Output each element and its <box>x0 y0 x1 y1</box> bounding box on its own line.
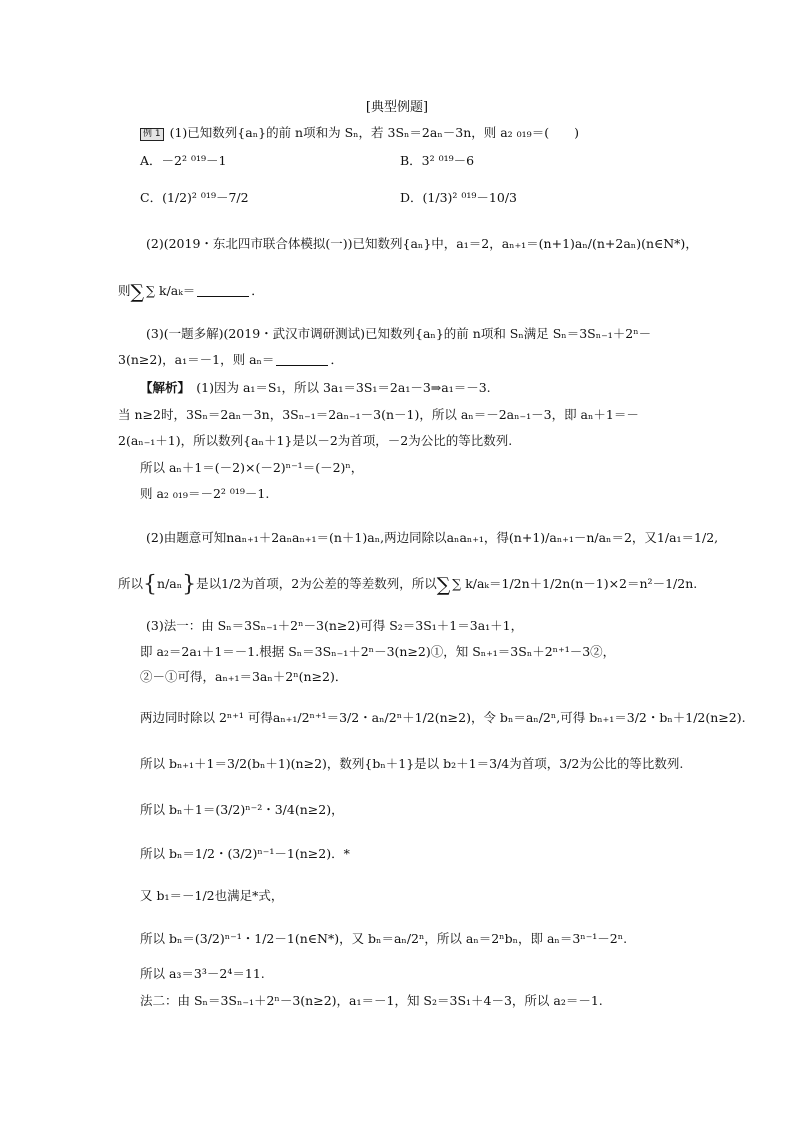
option-c: C．(1/2)² ⁰¹⁹－7/2 <box>140 190 249 205</box>
solution-line-14: 所以 bₙ＝1/2・(3/2)ⁿ⁻¹－1(n≥2)．* <box>140 846 350 861</box>
question-2-line-2: 则∑ ∑ k/aₖ＝ ． <box>118 281 264 303</box>
question-2-prefix: 则 <box>118 283 131 298</box>
solution-line-9: 即 a₂＝2a₁＋1＝－1.根据 Sₙ＝3Sₙ₋₁＋2ⁿ－3(n≥2)①，知 Sₙ₊₁＝3Sₙ＋2ⁿ⁺¹－3②， <box>140 644 616 659</box>
option-d: D．(1/3)² ⁰¹⁹－10/3 <box>400 190 517 205</box>
question-3-text: 3(n≥2)，a₁＝－1，则 aₙ＝ <box>118 352 275 367</box>
question-3-line-1: (3)(一题多解)(2019・武汉市调研测试)已知数列{aₙ}的前 n项和 Sₙ满足 Sₙ＝3Sₙ₋₁＋2ⁿ－ <box>146 326 652 341</box>
solution-line-3: 2(aₙ₋₁＋1)，所以数列{aₙ＋1}是以－2为首项，－2为公比的等比数列. <box>118 433 513 448</box>
solution-label: 【解析】 <box>140 380 184 395</box>
solution-line-17: 所以 a₃＝3³－2⁴＝11. <box>140 966 265 981</box>
section-title: [典型例题] <box>365 100 429 115</box>
braced-term: n/aₙ <box>157 576 183 591</box>
solution-line-10: ②－①可得，aₙ₊₁＝3aₙ＋2ⁿ(n≥2)． <box>140 669 348 684</box>
option-b: B．3² ⁰¹⁹－6 <box>400 153 475 168</box>
solution-line-7 <box>118 572 698 597</box>
question-3-end: ． <box>330 352 343 367</box>
solution-line-7-sum: ∑ k/aₖ＝1/2n＋1/2n(n－1)×2＝n²－1/2n. <box>452 576 698 591</box>
solution-line-4: 所以 aₙ＋1＝(－2)×(－2)ⁿ⁻¹＝(－2)ⁿ， <box>140 460 364 475</box>
question-3-line-2 <box>118 352 343 368</box>
question-2-line-1: (2)(2019・东北四市联合体模拟(一))已知数列{aₙ}中，a₁＝2，aₙ₊₁＝(n+1)aₙ/(n+2aₙ)(n∈N*)， <box>146 236 698 251</box>
solution-line-7-mid: 是以1/2为首项，2为公差的等差数列，所以 <box>196 576 437 591</box>
question-1 <box>140 125 579 141</box>
solution-line-7-prefix: 所以 <box>118 576 144 591</box>
question-2-sum: ∑ k/aₖ＝ <box>146 283 196 298</box>
left-brace: { <box>143 572 158 597</box>
sigma-symbol: ∑ <box>130 281 145 303</box>
solution-line-18: 法二：由 Sₙ＝3Sₙ₋₁＋2ⁿ－3(n≥2)，a₁＝－1，知 S₂＝3S₁＋4－3，所以 a₂＝－1. <box>140 993 603 1008</box>
solution-part-1: (1)因为 a₁＝S₁，所以 3a₁＝3S₁＝2a₁－3⇒a₁＝－3. <box>196 380 491 395</box>
answer-blank-2 <box>197 284 249 297</box>
example-badge: 例 1 <box>140 128 164 141</box>
solution-line-16: 所以 bₙ＝(3/2)ⁿ⁻¹・1/2－1(n∈N*)，又 bₙ＝aₙ/2ⁿ，所以 aₙ＝2ⁿbₙ，即 aₙ＝3ⁿ⁻¹－2ⁿ. <box>140 931 628 946</box>
option-a: A．－2² ⁰¹⁹－1 <box>140 153 227 168</box>
solution-line-12: 所以 bₙ₊₁＋1＝3/2(bₙ＋1)(n≥2)，数列{bₙ＋1}是以 b₂＋1＝3/4为首项，3/2为公比的等比数列. <box>140 756 684 771</box>
solution-line-13: 所以 bₙ＋1＝(3/2)ⁿ⁻²・3/4(n≥2)， <box>140 802 344 817</box>
solution-line-6: (2)由题意可知naₙ₊₁＋2aₙaₙ₊₁＝(n＋1)aₙ,两边同除以aₙaₙ₊₁，得(n+1)/aₙ₊₁－n/aₙ＝2，又1/a₁＝1/2, <box>146 530 719 545</box>
answer-blank-3 <box>276 353 328 366</box>
sigma-symbol: ∑ <box>436 574 451 596</box>
solution-line-8: (3)法一：由 Sₙ＝3Sₙ₋₁＋2ⁿ－3(n≥2)可得 S₂＝3S₁＋1＝3a₁＋1， <box>146 618 524 633</box>
solution-line-15: 又 b₁＝－1/2也满足*式， <box>140 888 284 903</box>
solution-line-2: 当 n≥2时，3Sₙ＝2aₙ－3n，3Sₙ₋₁＝2aₙ₋₁－3(n－1)，所以 aₙ＝－2aₙ₋₁－3，即 aₙ＋1＝－ <box>118 407 639 422</box>
solution-line-5: 则 a₂ ₀₁₉＝－2² ⁰¹⁹－1. <box>140 486 270 501</box>
question-1-stem: (1)已知数列{aₙ}的前 n项和为 Sₙ，若 3Sₙ＝2aₙ－3n，则 a₂ ₀₁₉＝( ) <box>169 125 579 140</box>
solution-line-11: 两边同时除以 2ⁿ⁺¹ 可得aₙ₊₁/2ⁿ⁺¹＝3/2・aₙ/2ⁿ＋1/2(n≥2)，令 bₙ＝aₙ/2ⁿ,可得 bₙ₊₁＝3/2・bₙ＋1/2(n≥2). <box>140 710 746 725</box>
solution-line-1 <box>140 380 491 396</box>
right-brace: } <box>182 572 197 597</box>
